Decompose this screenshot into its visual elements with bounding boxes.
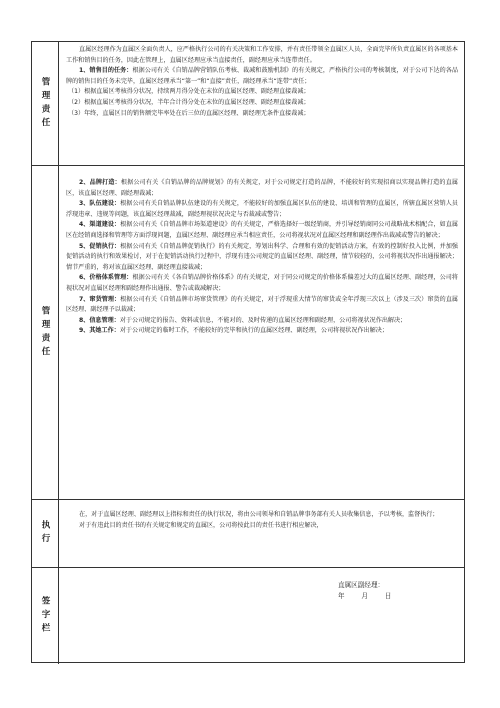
item-paragraph: （1）根据直属区考核得分状况，持续两月得分处在末位的直属区经理、副经理直接裁减；: [68, 88, 310, 96]
signature-block: [338, 580, 391, 602]
section-execution: [32, 500, 464, 568]
execution-paragraph: 对于有违此目的责任书的有关规定和规定的直属区，公司将按此目的责任书进行相应解决，: [79, 521, 323, 529]
item-paragraph: 9、其她工作：对于公司规定的临时工作，不能较好的完毕和执行的直属区经理、副经理，公司将视状况作出解决；: [79, 327, 388, 335]
section-content: [59, 42, 464, 165]
date-line: 年 月 日: [338, 592, 392, 600]
item-paragraph: 2、品牌打造：根据公司有关《自销品牌的品牌规划》的有关规定，对于公司规定打造的品牌，不能较好的实现招商以实现品牌打造的直属区，该直属区经理、副经理裁减；: [66, 179, 458, 197]
item-paragraph: 7、窜货管理：根据公司有关《自销品牌市场窜货管理》的有关规定，对于浮现重大情节的窜货或全年浮现三次以上（涉及三次）窜货的直属区经理、副经理予以裁减；: [66, 295, 458, 314]
section-label: 签字栏: [32, 568, 59, 664]
section-label: 管理责任: [32, 166, 59, 499]
signature-label: 直属区副经理：: [338, 581, 385, 589]
section-label: 管理责任: [32, 42, 59, 165]
item-paragraph: 1、销售目的任务：根据公司有关《自销品牌营销队伍考核、裁减和鼓励机制》的有关规定，严格执行公司的考核制度，对于公司下达的各品牌的销售目的任务未完毕，直属区经理承当“第一”和“直接”责任，副经理承当“连带”责任；: [66, 67, 458, 85]
item-paragraph: 4、渠道建设：根据公司有关《自销品牌市场渠道建设》的有关规定，严格选择好一级经销商，并引导经销商同公司战略战术相配合，如直属区在经销商选择和管理等方面浮现问题，直属区经理、副经理应承当相应责任，公司将视状况对直属区经理和副经理作出裁减或警告的解决；: [66, 221, 458, 239]
section-management-1: [32, 42, 464, 166]
execution-paragraph: 在，对于直属区经理、副经理以上指标和责任的执行状况，将由公司领导和自销品牌事务部有关人员收集信息，予以考核，监督执行；: [79, 511, 439, 518]
item-paragraph: 3、队伍建设：根据公司有关自销品牌队伍建设的有关规定，不能较好的加强直属区队伍的建设、培训和管理的直属区，所辖直属区营销人员浮现违章、违规等问题，该直属区经理裁减，副经理视状况决定与否裁减或警告；: [66, 200, 458, 218]
item-paragraph: 8、信息管理：对于公司规定的报告、资料或信息，不能对的、及时传递的直属区经理和副经理，公司将视状况作出解决；: [79, 316, 407, 324]
section-management-2: [32, 166, 464, 500]
item-paragraph: 6、价格体系管理：根据公司有关《各自销品牌价格体系》的有关规定，对于同公司规定的价格体系偏差过大的直属区经理、副经理，公司将视状况对直属区经理和副经理作出通报、警告或裁减解决；: [66, 274, 458, 292]
section-label: 执行: [32, 500, 59, 567]
intro-paragraph: 直属区经理作为直属区全面负责人，应严格执行公司的有关决策和工作安排，并有责任带领全直属区人员，全面完毕所负责直属区的各项基本工作和销售目的任务，因此在管理上，直属区经理应承当直接责任，副经理应承当连带责任。: [66, 46, 458, 64]
responsibility-document: [31, 41, 465, 663]
section-content: [59, 166, 464, 499]
item-paragraph: （3）年终，直属区目的销售额完毕率处在后三位的直属区经理、副经理无条件直接裁减；: [68, 109, 310, 117]
section-content: [59, 568, 464, 664]
item-paragraph: （2）根据直属区考核得分状况，半年合计得分处在末位的直属区经理、副经理直接裁减；: [68, 98, 310, 106]
section-content: [59, 500, 464, 567]
section-signature: [32, 568, 464, 664]
item-paragraph: 5、促销执行：根据公司有关《自销品牌促销执行》的有关规定，筹划出科学、合理和有效的促销活动方案，有效的控制好投入比例，并加强促销活动的执行和效果检讨，对于在促销活动执行过程中，浮现有违公司规定的直属区经理、副经理，情节较轻的，公司将视状况作出通报解决；情节严重的，将对该直属区经理、副经理直接裁减；: [66, 242, 458, 271]
